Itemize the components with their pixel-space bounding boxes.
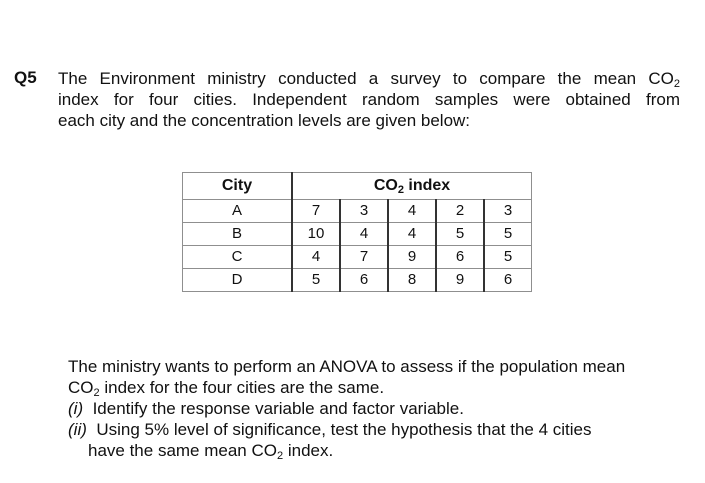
value-cell: 8 xyxy=(388,269,436,292)
value-cell: 6 xyxy=(484,269,532,292)
table-row xyxy=(183,269,532,292)
value-cell: 5 xyxy=(484,223,532,246)
table-row xyxy=(183,223,532,246)
part-ii-label: (ii) xyxy=(68,420,87,439)
city-cell: D xyxy=(183,269,293,292)
value-cell: 6 xyxy=(340,269,388,292)
table-row xyxy=(183,246,532,269)
intro-line-2: index for four cities. Independent random samples were obtained from xyxy=(58,90,680,109)
value-cell: 4 xyxy=(388,200,436,223)
city-cell: B xyxy=(183,223,293,246)
co2-data-table xyxy=(182,172,532,292)
header-co2-index: $CO_2$ index xyxy=(292,173,532,200)
value-cell: 5 xyxy=(292,269,340,292)
header-city: City xyxy=(183,173,293,200)
part-i xyxy=(68,398,680,419)
table-row xyxy=(183,200,532,223)
value-cell: 6 xyxy=(436,246,484,269)
value-cell: 2 xyxy=(436,200,484,223)
part-i-text: Identify the response variable and factor variable. xyxy=(92,399,464,418)
followup-line-1: The ministry wants to perform an ANOVA to assess if the population mean xyxy=(68,357,626,376)
value-cell: 5 xyxy=(484,246,532,269)
city-cell: C xyxy=(183,246,293,269)
value-cell: 9 xyxy=(388,246,436,269)
part-i-label: (i) xyxy=(68,399,84,418)
value-cell: 4 xyxy=(340,223,388,246)
city-cell: A xyxy=(183,200,293,223)
co2-subscript: 2 xyxy=(673,78,680,90)
value-cell: 9 xyxy=(436,269,484,292)
value-cell: 3 xyxy=(340,200,388,223)
question-followup xyxy=(68,356,680,461)
value-cell: 4 xyxy=(292,246,340,269)
value-cell: 7 xyxy=(340,246,388,269)
part-ii-continued: have the same mean $CO_2$ index. xyxy=(88,441,334,462)
value-cell: 10 xyxy=(292,223,340,246)
intro-line-1: The Environment ministry conducted a survey to compare the mean $CO_2$ xyxy=(58,69,680,90)
table-header-row xyxy=(183,173,532,200)
value-cell: 3 xyxy=(484,200,532,223)
question-number: Q5 xyxy=(14,68,37,87)
part-ii-text: Using 5% level of significance, test the hypothesis that the 4 cities xyxy=(96,420,592,439)
followup-line-2: $CO_2$ index for the four cities are the same. xyxy=(68,378,385,399)
part-ii xyxy=(68,419,680,440)
value-cell: 4 xyxy=(388,223,436,246)
value-cell: 7 xyxy=(292,200,340,223)
value-cell: 5 xyxy=(436,223,484,246)
question-intro xyxy=(58,68,680,131)
intro-line-3: each city and the concentration levels are given below: xyxy=(58,111,471,130)
